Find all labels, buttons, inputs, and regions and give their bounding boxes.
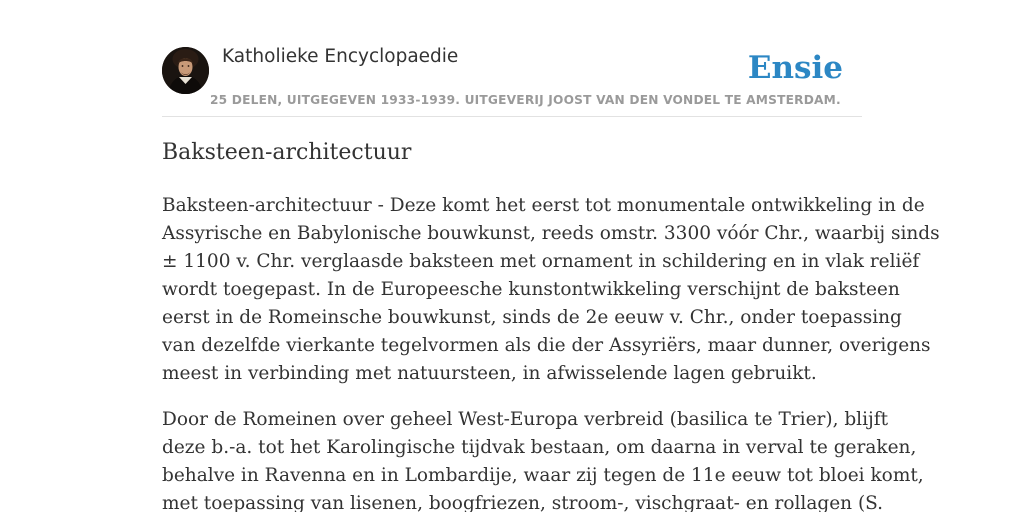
article-paragraph [162,406,924,512]
paragraph-line: behalve in Ravenna en in Lombardije, waar zij tegen de 11e eeuw tot bloei komt, [162,465,924,486]
brand-logo[interactable]: Ensie [747,50,843,86]
paragraph-line: eerst in de Romeinsche bouwkunst, sinds de 2e eeuw v. Chr., onder toepassing [162,307,902,328]
paragraph-line: meest in verbinding met natuursteen, in afwisselende lagen gebruikt. [162,363,817,384]
paragraph-line: van dezelfde vierkante tegelvormen als die der Assyriërs, maar dunner, overigens [162,335,931,356]
article-paragraph [162,192,940,388]
article-body [162,192,940,512]
article-title: Baksteen-architectuur [162,140,412,165]
portrait-graphic [162,47,209,94]
source-subtitle: 25 DELEN, UITGEGEVEN 1933-1939. UITGEVERIJ JOOST VAN DEN VONDEL TE AMSTERDAM. [210,93,841,107]
source-title[interactable]: Katholieke Encyclopaedie [222,46,459,67]
paragraph-line: deze b.-a. tot het Karolingische tijdvak bestaan, om daarna in verval te geraken, [162,437,917,458]
portrait-avatar-icon[interactable] [162,47,209,94]
paragraph-line: Baksteen-architectuur - Deze komt het eerst tot monumentale ontwikkeling in de [162,195,925,216]
paragraph-line: met toepassing van lisenen, boogfriezen, stroom-, vischgraat- en rollagen (S. [162,493,884,512]
paragraph-line: Assyrische en Babylonische bouwkunst, reeds omstr. 3300 vóór Chr., waarbij sinds [162,223,940,244]
paragraph-line: wordt toegepast. In de Europeesche kunstontwikkeling verschijnt de baksteen [162,279,900,300]
site-header [162,44,862,117]
paragraph-line: Door de Romeinen over geheel West-Europa verbreid (basilica te Trier), blijft [162,409,889,430]
paragraph-line: ± 1100 v. Chr. verglaasde baksteen met ornament in schildering en in vlak reliëf [162,251,920,272]
